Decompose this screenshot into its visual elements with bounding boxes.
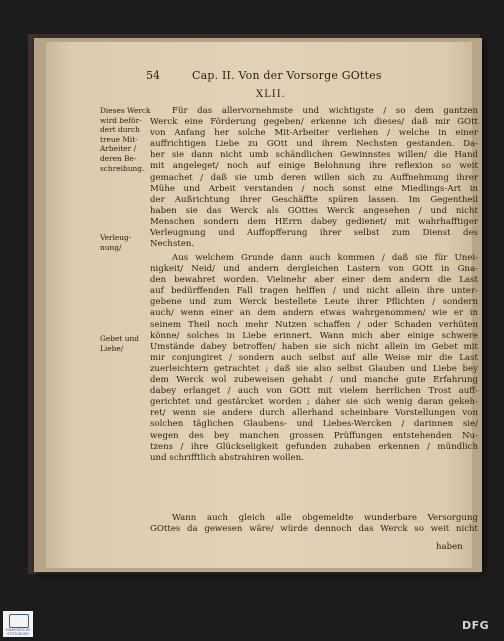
margin-note-line: Liebe/ [100, 343, 124, 353]
text-line: Wann auch gleich alle obgemeldte wunderbare Versorgung [172, 513, 478, 523]
text-line: her sie dann nicht umb schändlichen Gewinnstes willen/ die Hand [150, 150, 478, 161]
text-line: gerichtet und gestärcket worden ; daher sie sich wenig daran gekeh- [150, 397, 478, 408]
text-line: Umstände dabey betroffen/ haben sie sich nicht allein im Gebet mit [150, 341, 478, 352]
text-line: nigkeit/ Neid/ und andern dergleichen Lastern von GOtt in Gna- [150, 264, 478, 275]
text-line: und schrifftlich abstrahiren wollen. [150, 452, 304, 463]
margin-note-line: dert durch [100, 125, 140, 135]
paragraph [150, 253, 478, 464]
text-line: auch/ wenn einer an dem andern etwas wahrgenommen/ wie er in [150, 308, 478, 319]
text-line: dem Werck wol zubeweisen gehabt / und manche gute Erfahrung [150, 375, 478, 386]
dfg-logo: DFG [462, 619, 490, 632]
text-line: wegen des bey manchen grossen Prüffungen entstehenden Nu- [150, 430, 478, 441]
margin-note-line: nung/ [100, 242, 122, 252]
text-line: von Anfang her solche Mit-Arbeiter verliehen / welche in einer [150, 128, 478, 139]
text-line: mir conjungiret / sondern auch selbst auf alle Weise mir die Last [150, 352, 478, 363]
text-line: ret/ wenn sie andere durch allerhand scheinbare Vorstellungen von [150, 408, 478, 419]
text-line: seinem Theil noch mehr Nutzen schaffen / oder Schaden verhüten [150, 319, 478, 330]
text-line: mit angeleget/ noch auf einige Belohnung ihre reflexion so weit [150, 161, 478, 172]
text-line: GOttes da gewesen wäre/ würde dennoch das Werck so weit nicht [150, 524, 478, 535]
text-line: Nechsten. [150, 239, 195, 250]
text-line: dabey erlanget / auch von GOtt mit vielem herrlichen Trost auff- [150, 386, 478, 397]
section-number: XLII. [256, 89, 286, 100]
margin-note-line: Arbeiter / [100, 144, 137, 154]
text-line: Für das allervornehmste und wichtigste / so dem gantzen [172, 106, 478, 116]
margin-note-line: wird beför- [100, 115, 142, 125]
text-line: Mühe und Arbeit verstanden / noch sonst eine Miedlings-Art in [150, 183, 478, 194]
text-line: zuerleichtern getrachtet ; daß sie also selbst Glauben und Liebe bey [150, 363, 478, 374]
margin-note-line: deren Be- [100, 153, 137, 163]
paragraph [150, 513, 478, 535]
library-logo-icon [9, 614, 29, 628]
margin-note-line: Gebet und [100, 334, 139, 343]
text-line: Verleugnung und Auffopfferung ihrer selbst zum Dienst des [150, 228, 478, 239]
text-line: tzens / ihre Glückseligkeit gefunden zuhaben erkennen / mündlich [150, 441, 478, 452]
text-line: der Außrichtung ihrer Geschäffte spüren lassen. Im Gegentheil [150, 194, 478, 205]
library-label: FRANCKESCHE STIFTUNGEN [5, 628, 31, 636]
text-line: Werck eine Förderung gegeben/ erkenne ich dieses/ daß mir GOtt [150, 117, 478, 128]
running-title: Cap. II. Von der Vorsorge GOttes [192, 69, 382, 82]
margin-note [100, 233, 144, 252]
text-line: gebene und zum Werck bestellete Leute ihrer Pflichten / sondern [150, 297, 478, 308]
text-line: Menschen sondern dem HErrn dabey gedienet/ mit wahrhafftiger [150, 216, 478, 227]
margin-note-line: Dieses Werck [100, 106, 151, 115]
library-logo [3, 611, 33, 637]
paragraph [150, 106, 478, 250]
book-page [46, 42, 478, 568]
margin-note-line: treue Mit- [100, 134, 138, 144]
text-line: haben sie das Werck als GOttes Werck angesehen / und nicht [150, 205, 478, 216]
margin-note [100, 106, 151, 173]
text-line: den bewahret worden. Vielmehr aber einer dem andern die Last [150, 275, 478, 286]
margin-note-line: schreibung. [100, 163, 145, 173]
margin-note-line: Verleug- [100, 233, 132, 242]
text-line: gemachet / daß sie umb deren willen sich zu Auffnehmung ihrer [150, 172, 478, 183]
margin-note [100, 334, 144, 353]
text-line: Aus welchem Grunde dann auch kommen / daß sie für Unei- [172, 253, 478, 263]
catchword: haben [436, 542, 463, 552]
text-line: solchen täglichen Glaubens- und Liebes-Wercken / darinnen sie/ [150, 419, 478, 430]
page-number: 54 [146, 69, 160, 82]
text-line: auffrichtigen Liebe zu GOtt und ihrem Nechsten gestanden. Da- [150, 139, 478, 150]
text-line: könne/ solches in Liebe erinnert. Wann mich aber einige schwere [150, 330, 478, 341]
text-line: auf bedürffenden Fall tragen helffen / und nicht allein ihre unter- [150, 286, 478, 297]
